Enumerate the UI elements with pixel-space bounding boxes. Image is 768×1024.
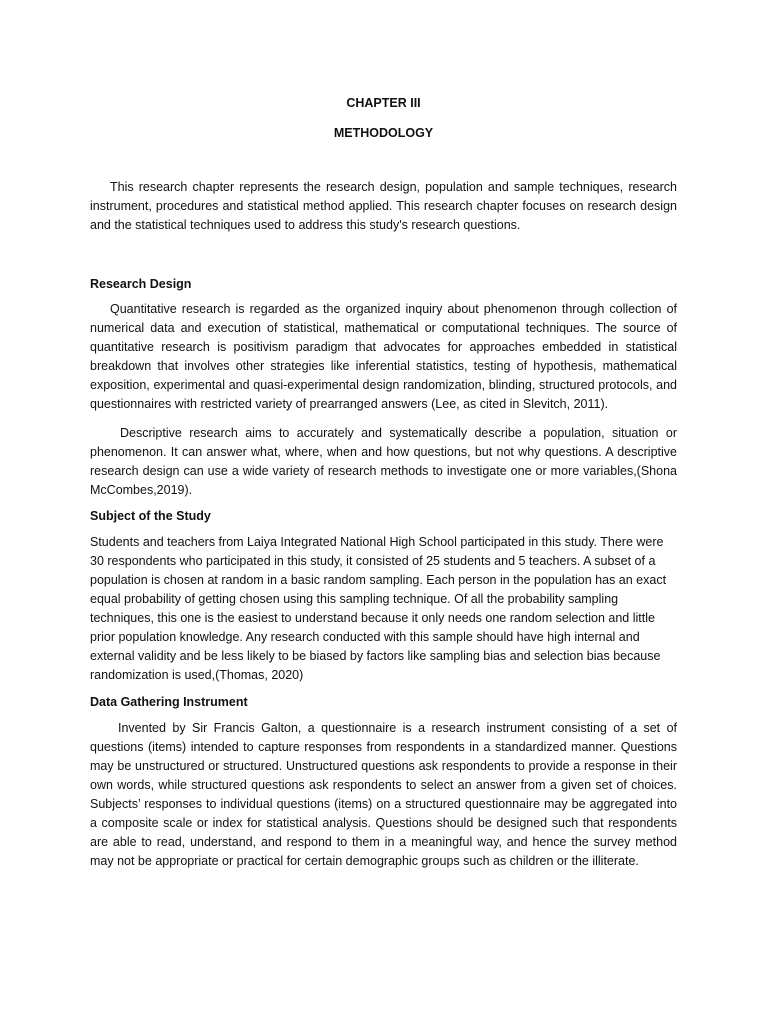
- intro-paragraph: This research chapter represents the research design, population and sample techniques, research instrument, procedures and statistical method applied. This research chapter focuses on research design and the statistical techniques used to address this study's research questions.: [90, 180, 677, 232]
- chapter-title: METHODOLOGY: [333, 126, 434, 140]
- research-design-heading: Research Design: [90, 277, 192, 291]
- document-body: [90, 92, 677, 871]
- chapter-label: CHAPTER III: [346, 96, 421, 110]
- subject-paragraph: Students and teachers from Laiya Integrated National High School participated in this study. There were 30 respondents who participated in this study, it consisted of 25 students and 5 teachers. A subset of a population is chosen at random in a basic random sampling. Each person in the population has an exact equal probability of getting chosen using this sampling technique. Of all the probability sampling techniques, this one is the easiest to understand because it only needs one random selection and little prior population knowledge. Any research conducted with this sample should have high internal and external validity and be less likely to be biased by factors like sampling bias and selection bias because randomization is used,(Thomas, 2020): [90, 535, 667, 682]
- instrument-paragraph: Invented by Sir Francis Galton, a questionnaire is a research instrument consisting of a set of questions (items) intended to capture responses from respondents in a standardized manner. Questions may be unstructured or structured. Unstructured questions ask respondents to provide a response in their own words, while structured questions ask respondents to select an answer from a given set of choices. Subjects’ responses to individual questions (items) on a structured questionnaire may be aggregated into a composite scale or index for statistical analysis. Questions should be designed such that respondents are able to read, understand, and respond to them in a meaningful way, and hence the survey method may not be appropriate or practical for certain demographic groups such as children or the illiterate.: [90, 721, 677, 868]
- descriptive-research-paragraph: Descriptive research aims to accurately and systematically describe a population, situation or phenomenon. It can answer what, where, when and how questions, but not why questions. A descriptive research design can use a wide variety of research methods to investigate one or more variables,(Shona McCombes,2019).: [90, 426, 677, 497]
- subject-heading: Subject of the Study: [90, 509, 211, 523]
- quantitative-research-paragraph: Quantitative research is regarded as the organized inquiry about phenomenon through collection of numerical data and execution of statistical, mathematical or computational techniques. The source of quantitative research is positivism paradigm that advocates for approaches embedded in statistical breakdown that involves other strategies like inferential statistics, testing of hypothesis, mathematical exposition, experimental and quasi-experimental design randomization, blinding, structured protocols, and questionnaires with restricted variety of prearranged answers (Lee, as cited in Slevitch, 2011).: [90, 302, 677, 411]
- instrument-heading: Data Gathering Instrument: [90, 695, 248, 709]
